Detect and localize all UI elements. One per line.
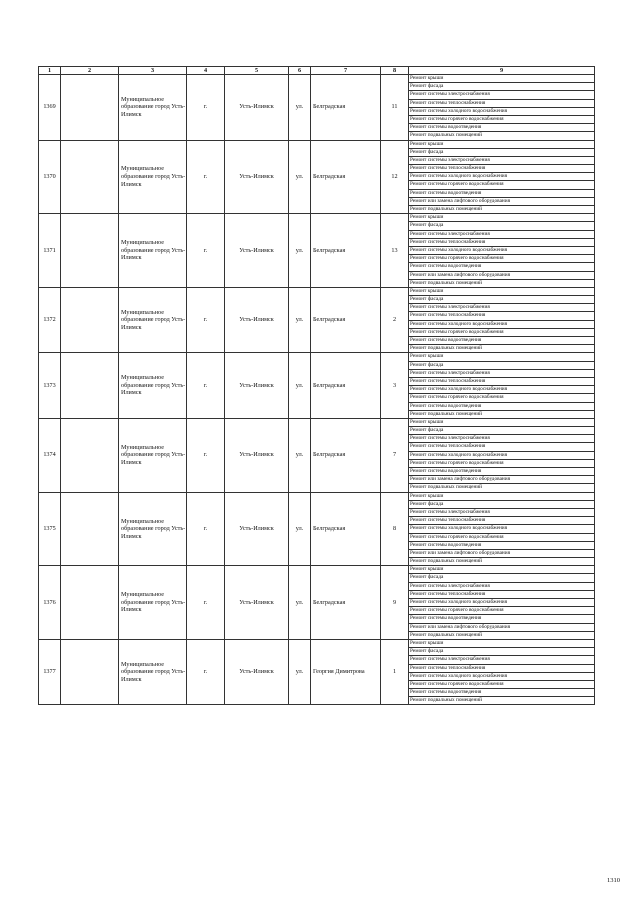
page-number: 1310: [607, 877, 620, 884]
empty-column-2: [61, 492, 119, 566]
work-item: Ремонт подвальных помещений: [410, 697, 482, 704]
record-number: 1370: [39, 140, 61, 214]
empty-column-2: [61, 287, 119, 353]
work-item: Ремонт подвальных помещений: [410, 410, 482, 417]
work-item: Ремонт подвальных помещений: [410, 631, 482, 638]
work-item: Ремонт или замена лифтового оборудования: [409, 272, 594, 280]
settlement-name: Усть-Илимск: [225, 287, 289, 353]
record-number: 1369: [39, 75, 61, 141]
work-item: Ремонт фасада: [409, 222, 594, 230]
street-name: Белградская: [311, 418, 381, 492]
house-number: 11: [381, 75, 409, 141]
record-number: 1374: [39, 418, 61, 492]
works-list: [409, 287, 595, 353]
settlement-type: г.: [187, 353, 225, 419]
work-item: Ремонт системы водоотведения: [409, 403, 594, 411]
table-row: [39, 75, 595, 141]
street-name: Белградская: [311, 353, 381, 419]
work-item: Ремонт или замена лифтового оборудования: [409, 198, 594, 206]
work-item: Ремонт системы теплоснабжения: [409, 312, 594, 320]
work-item: Ремонт системы горячего водоснабжения: [409, 607, 594, 615]
work-item: Ремонт системы горячего водоснабжения: [409, 460, 594, 468]
work-item: Ремонт фасада: [409, 362, 594, 370]
work-item: Ремонт системы холодного водоснабжения: [409, 452, 594, 460]
work-item: Ремонт крыши: [409, 288, 594, 296]
work-item: Ремонт системы электроснабжения: [409, 656, 594, 664]
work-item: Ремонт системы горячего водоснабжения: [409, 534, 594, 542]
work-item: Ремонт системы электроснабжения: [409, 91, 594, 99]
empty-column-2: [61, 418, 119, 492]
municipality: Муниципальное образование город Усть-Илимск: [119, 353, 187, 419]
settlement-name: Усть-Илимск: [225, 353, 289, 419]
work-item: Ремонт системы водоотведения: [409, 689, 594, 697]
street-type: ул.: [289, 492, 311, 566]
street-name: Белградская: [311, 140, 381, 214]
record-number: 1376: [39, 566, 61, 640]
work-item: Ремонт системы электроснабжения: [409, 370, 594, 378]
table-row: [39, 214, 595, 288]
work-item: Ремонт крыши: [409, 566, 594, 574]
works-list: [409, 75, 595, 141]
street-type: ул.: [289, 214, 311, 288]
column-number-row: [39, 67, 595, 75]
work-item: Ремонт системы холодного водоснабжения: [409, 525, 594, 533]
work-item: Ремонт подвальных помещений: [410, 206, 482, 212]
work-item: Ремонт системы горячего водоснабжения: [409, 181, 594, 189]
table-row: [39, 566, 595, 640]
municipality: Муниципальное образование город Усть-Илимск: [119, 639, 187, 705]
settlement-type: г.: [187, 140, 225, 214]
work-item: Ремонт системы теплоснабжения: [409, 517, 594, 525]
header-cell: 3: [119, 67, 187, 75]
work-item: Ремонт системы холодного водоснабжения: [409, 247, 594, 255]
street-name: Белградская: [311, 214, 381, 288]
header-cell: 1: [39, 67, 61, 75]
street-name: Белградская: [311, 287, 381, 353]
work-item: Ремонт или замена лифтового оборудования: [409, 624, 594, 632]
municipality: Муниципальное образование город Усть-Илимск: [119, 140, 187, 214]
table-row: [39, 418, 595, 492]
work-item: Ремонт крыши: [409, 75, 594, 83]
table-row: [39, 287, 595, 353]
work-item: Ремонт системы холодного водоснабжения: [409, 386, 594, 394]
works-list: [409, 492, 595, 566]
works-list: [409, 418, 595, 492]
settlement-name: Усть-Илимск: [225, 214, 289, 288]
work-item: Ремонт подвальных помещений: [410, 558, 482, 565]
house-number: 1: [381, 639, 409, 705]
street-type: ул.: [289, 353, 311, 419]
works-list: [409, 353, 595, 419]
work-item: Ремонт системы электроснабжения: [409, 435, 594, 443]
header-cell: 9: [409, 67, 595, 75]
header-cell: 6: [289, 67, 311, 75]
municipality: Муниципальное образование город Усть-Илимск: [119, 287, 187, 353]
work-item: Ремонт системы теплоснабжения: [409, 165, 594, 173]
work-item: Ремонт системы электроснабжения: [409, 509, 594, 517]
header-cell: 8: [381, 67, 409, 75]
table-row: [39, 492, 595, 566]
settlement-name: Усть-Илимск: [225, 418, 289, 492]
house-number: 9: [381, 566, 409, 640]
work-item: Ремонт подвальных помещений: [410, 345, 482, 352]
empty-column-2: [61, 140, 119, 214]
street-type: ул.: [289, 287, 311, 353]
record-number: 1377: [39, 639, 61, 705]
house-number: 12: [381, 140, 409, 214]
street-type: ул.: [289, 566, 311, 640]
work-item: Ремонт крыши: [409, 214, 594, 222]
empty-column-2: [61, 639, 119, 705]
work-item: Ремонт подвальных помещений: [410, 279, 482, 286]
settlement-name: Усть-Илимск: [225, 75, 289, 141]
street-type: ул.: [289, 140, 311, 214]
record-number: 1371: [39, 214, 61, 288]
work-item: Ремонт системы горячего водоснабжения: [409, 255, 594, 263]
work-item: Ремонт системы холодного водоснабжения: [409, 673, 594, 681]
work-item: Ремонт крыши: [409, 493, 594, 501]
works-list: [409, 566, 595, 640]
work-item: Ремонт системы горячего водоснабжения: [409, 116, 594, 124]
settlement-type: г.: [187, 492, 225, 566]
work-item: Ремонт фасада: [409, 83, 594, 91]
empty-column-2: [61, 75, 119, 141]
table-body: [39, 75, 595, 705]
street-type: ул.: [289, 75, 311, 141]
table-row: [39, 140, 595, 214]
street-name: Белградская: [311, 75, 381, 141]
repair-program-table: [38, 66, 595, 705]
street-name: Георгия Димитрова: [311, 639, 381, 705]
empty-column-2: [61, 566, 119, 640]
settlement-type: г.: [187, 639, 225, 705]
street-name: Белградская: [311, 566, 381, 640]
house-number: 7: [381, 418, 409, 492]
house-number: 8: [381, 492, 409, 566]
street-type: ул.: [289, 639, 311, 705]
settlement-type: г.: [187, 566, 225, 640]
work-item: Ремонт или замена лифтового оборудования: [409, 550, 594, 558]
work-item: Ремонт системы водоотведения: [409, 124, 594, 132]
work-item: Ремонт системы теплоснабжения: [409, 378, 594, 386]
work-item: Ремонт системы холодного водоснабжения: [409, 599, 594, 607]
work-item: Ремонт системы водоотведения: [409, 190, 594, 198]
work-item: Ремонт подвальных помещений: [410, 132, 482, 139]
work-item: Ремонт крыши: [409, 353, 594, 361]
work-item: Ремонт системы горячего водоснабжения: [409, 394, 594, 402]
settlement-type: г.: [187, 287, 225, 353]
work-item: Ремонт системы холодного водоснабжения: [409, 321, 594, 329]
works-list: [409, 639, 595, 705]
work-item: Ремонт фасада: [409, 296, 594, 304]
work-item: Ремонт системы электроснабжения: [409, 157, 594, 165]
street-name: Белградская: [311, 492, 381, 566]
municipality: Муниципальное образование город Усть-Илимск: [119, 492, 187, 566]
work-item: Ремонт системы водоотведения: [409, 468, 594, 476]
work-item: Ремонт или замена лифтового оборудования: [409, 476, 594, 484]
work-item: Ремонт фасада: [409, 648, 594, 656]
table-row: [39, 639, 595, 705]
record-number: 1375: [39, 492, 61, 566]
work-item: Ремонт крыши: [409, 419, 594, 427]
work-item: Ремонт системы холодного водоснабжения: [409, 108, 594, 116]
works-list: [409, 140, 595, 214]
settlement-type: г.: [187, 214, 225, 288]
house-number: 3: [381, 353, 409, 419]
work-item: Ремонт системы холодного водоснабжения: [409, 173, 594, 181]
header-cell: 5: [225, 67, 289, 75]
work-item: Ремонт системы электроснабжения: [409, 231, 594, 239]
work-item: Ремонт фасада: [409, 427, 594, 435]
work-item: Ремонт системы теплоснабжения: [409, 591, 594, 599]
work-item: Ремонт фасада: [409, 574, 594, 582]
work-item: Ремонт подвальных помещений: [410, 484, 482, 491]
work-item: Ремонт крыши: [409, 141, 594, 149]
settlement-name: Усть-Илимск: [225, 639, 289, 705]
work-item: Ремонт системы водоотведения: [409, 615, 594, 623]
municipality: Муниципальное образование город Усть-Илимск: [119, 418, 187, 492]
house-number: 13: [381, 214, 409, 288]
record-number: 1373: [39, 353, 61, 419]
header-cell: 7: [311, 67, 381, 75]
settlement-name: Усть-Илимск: [225, 566, 289, 640]
municipality: Муниципальное образование город Усть-Илимск: [119, 75, 187, 141]
house-number: 2: [381, 287, 409, 353]
work-item: Ремонт системы теплоснабжения: [409, 100, 594, 108]
work-item: Ремонт системы водоотведения: [409, 337, 594, 345]
empty-column-2: [61, 214, 119, 288]
register-sheet: [38, 66, 594, 705]
work-item: Ремонт фасада: [409, 149, 594, 157]
municipality: Муниципальное образование город Усть-Илимск: [119, 566, 187, 640]
settlement-name: Усть-Илимск: [225, 492, 289, 566]
work-item: Ремонт системы теплоснабжения: [409, 239, 594, 247]
street-type: ул.: [289, 418, 311, 492]
work-item: Ремонт системы электроснабжения: [409, 583, 594, 591]
settlement-name: Усть-Илимск: [225, 140, 289, 214]
work-item: Ремонт системы горячего водоснабжения: [409, 681, 594, 689]
work-item: Ремонт системы электроснабжения: [409, 304, 594, 312]
work-item: Ремонт системы горячего водоснабжения: [409, 329, 594, 337]
record-number: 1372: [39, 287, 61, 353]
work-item: Ремонт системы теплоснабжения: [409, 665, 594, 673]
work-item: Ремонт фасада: [409, 501, 594, 509]
work-item: Ремонт системы водоотведения: [409, 542, 594, 550]
header-cell: 2: [61, 67, 119, 75]
municipality: Муниципальное образование город Усть-Илимск: [119, 214, 187, 288]
empty-column-2: [61, 353, 119, 419]
work-item: Ремонт системы теплоснабжения: [409, 443, 594, 451]
works-list: [409, 214, 595, 288]
table-row: [39, 353, 595, 419]
settlement-type: г.: [187, 418, 225, 492]
settlement-type: г.: [187, 75, 225, 141]
work-item: Ремонт крыши: [409, 640, 594, 648]
header-cell: 4: [187, 67, 225, 75]
work-item: Ремонт системы водоотведения: [409, 263, 594, 271]
